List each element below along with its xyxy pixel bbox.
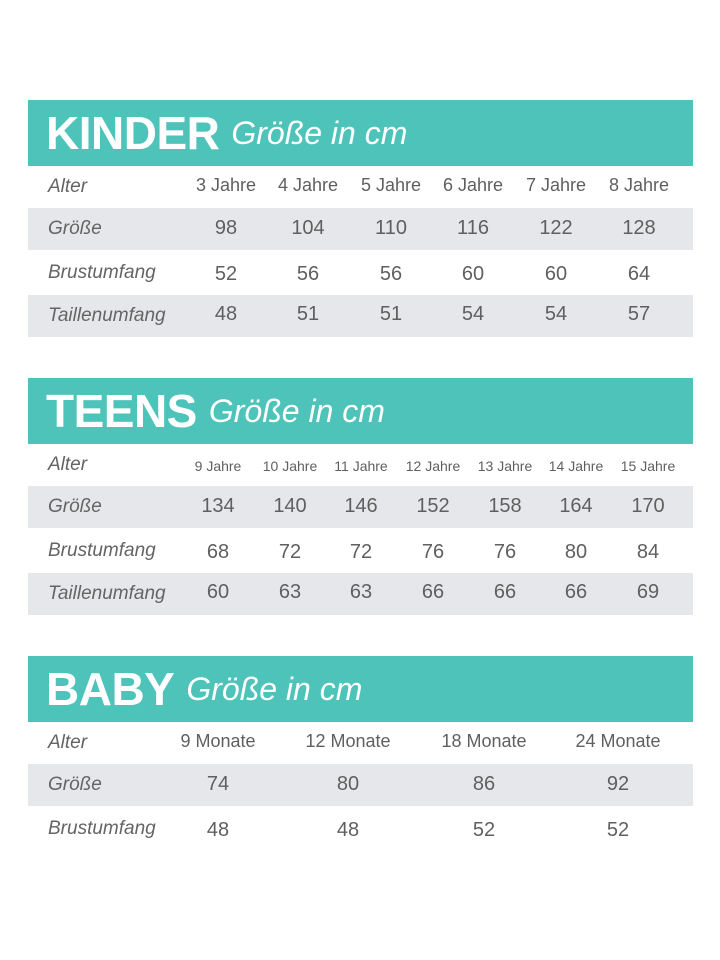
- table-cell: 116: [457, 217, 489, 239]
- teens-section: [28, 378, 693, 615]
- kinder-section: [28, 100, 693, 337]
- table-cell: 3 Jahre: [195, 175, 257, 195]
- table-cell: 68: [206, 541, 230, 563]
- table-cell: 69: [636, 581, 660, 603]
- table-cell: 51: [379, 303, 403, 325]
- table-cell: 13 Jahre: [477, 458, 533, 474]
- table-cell: 86: [472, 773, 496, 795]
- table-cell: 72: [349, 541, 373, 563]
- table-cell: 8 Jahre: [608, 175, 670, 195]
- kinder-row-groesse: [28, 208, 693, 250]
- table-cell: 104: [291, 217, 325, 239]
- table-cell: 5 Jahre: [360, 175, 422, 195]
- table-cell: 72: [278, 541, 302, 563]
- table-cell: 7 Jahre: [525, 175, 587, 195]
- teens-row-groesse: [28, 486, 693, 528]
- table-cell: 52: [214, 263, 238, 285]
- table-cell: 164: [559, 495, 593, 517]
- table-cell: 6 Jahre: [442, 175, 504, 195]
- table-cell: 14 Jahre: [548, 458, 604, 474]
- table-cell: 63: [349, 581, 373, 603]
- teens-subtitle: Größe in cm: [208, 393, 385, 429]
- kinder-banner: [28, 100, 693, 166]
- baby-row-alter: [28, 722, 693, 764]
- table-cell: 60: [544, 263, 568, 285]
- kinder-row-alter: [28, 166, 693, 208]
- baby-subtitle: Größe in cm: [186, 671, 363, 707]
- table-cell: 56: [379, 263, 403, 285]
- table-cell: 140: [273, 495, 307, 517]
- teens-row-brustumfang: [28, 528, 693, 573]
- row-label: Taillenumfang: [48, 305, 166, 326]
- baby-banner: [28, 656, 693, 722]
- row-label: Alter: [48, 454, 88, 475]
- baby-row-groesse: [28, 764, 693, 806]
- table-cell: 76: [493, 541, 517, 563]
- table-cell: 170: [631, 495, 665, 517]
- row-label: Brustumfang: [48, 540, 156, 561]
- teens-row-alter: [28, 444, 693, 486]
- table-cell: 54: [544, 303, 568, 325]
- table-cell: 52: [472, 819, 496, 841]
- table-cell: 63: [278, 581, 302, 603]
- table-cell: 54: [461, 303, 485, 325]
- row-label: Größe: [48, 774, 102, 795]
- kinder-row-taillenumfang: [28, 295, 693, 337]
- table-cell: 9 Jahre: [194, 458, 242, 474]
- table-cell: 48: [214, 303, 238, 325]
- table-cell: 24 Monate: [575, 731, 661, 751]
- table-cell: 134: [201, 495, 235, 517]
- table-cell: 57: [627, 303, 651, 325]
- baby-section: [28, 656, 693, 851]
- table-cell: 122: [539, 217, 573, 239]
- table-cell: 158: [488, 495, 522, 517]
- table-cell: 11 Jahre: [334, 458, 388, 474]
- table-cell: 66: [493, 581, 517, 603]
- table-cell: 51: [296, 303, 320, 325]
- baby-title: BABY: [46, 663, 175, 715]
- table-cell: 60: [206, 581, 230, 603]
- table-cell: 146: [344, 495, 378, 517]
- table-cell: 64: [627, 263, 651, 285]
- teens-title: TEENS: [46, 385, 197, 437]
- table-cell: 12 Jahre: [405, 458, 461, 474]
- table-cell: 9 Monate: [180, 731, 256, 751]
- table-cell: 10 Jahre: [262, 458, 318, 474]
- row-label: Alter: [48, 732, 88, 753]
- baby-row-brustumfang: [28, 806, 693, 851]
- table-cell: 66: [564, 581, 588, 603]
- table-cell: 48: [206, 819, 230, 841]
- table-cell: 56: [296, 263, 320, 285]
- teens-row-taillenumfang: [28, 573, 693, 615]
- kinder-row-brustumfang: [28, 250, 693, 295]
- table-cell: 66: [421, 581, 445, 603]
- row-label: Größe: [48, 218, 102, 239]
- table-cell: 110: [375, 217, 407, 239]
- table-cell: 4 Jahre: [277, 175, 339, 195]
- table-cell: 80: [564, 541, 588, 563]
- table-cell: 98: [214, 217, 238, 239]
- table-cell: 80: [336, 773, 360, 795]
- table-cell: 60: [461, 263, 485, 285]
- row-label: Alter: [48, 176, 88, 197]
- teens-banner: [28, 378, 693, 444]
- row-label: Größe: [48, 496, 102, 517]
- table-cell: 74: [206, 773, 230, 795]
- row-label: Taillenumfang: [48, 583, 166, 604]
- table-cell: 152: [416, 495, 450, 517]
- table-cell: 52: [606, 819, 630, 841]
- row-label: Brustumfang: [48, 818, 156, 839]
- table-cell: 76: [421, 541, 445, 563]
- row-label: Brustumfang: [48, 262, 156, 283]
- table-cell: 128: [622, 217, 656, 239]
- table-cell: 92: [606, 773, 630, 795]
- kinder-subtitle: Größe in cm: [231, 115, 408, 151]
- kinder-title: KINDER: [46, 107, 220, 159]
- table-cell: 48: [336, 819, 360, 841]
- table-cell: 84: [636, 541, 660, 563]
- table-cell: 15 Jahre: [620, 458, 676, 474]
- table-cell: 12 Monate: [305, 731, 391, 751]
- table-cell: 18 Monate: [441, 731, 527, 751]
